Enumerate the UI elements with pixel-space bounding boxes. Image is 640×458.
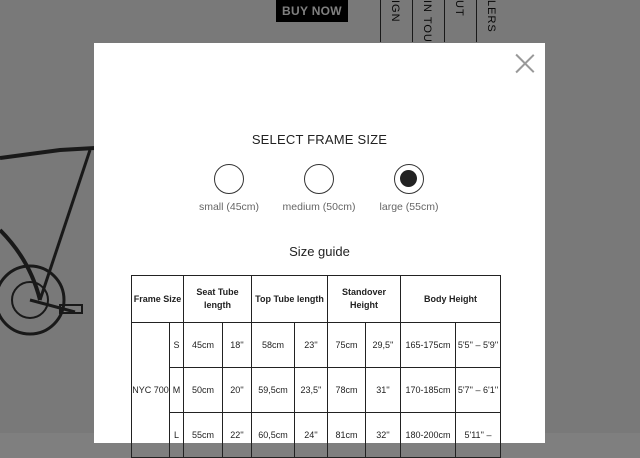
- stand-cm-cell: 75cm: [328, 323, 366, 368]
- table-row: [132, 368, 501, 413]
- body-ft-cell: 5'11'' –: [456, 413, 501, 458]
- close-icon[interactable]: [515, 53, 535, 73]
- header-standover: Standover Height: [328, 276, 401, 323]
- size-cell: M: [170, 368, 184, 413]
- seat-in-cell: 18'': [223, 323, 252, 368]
- radio-medium[interactable]: [304, 164, 334, 194]
- table-row: [132, 323, 501, 368]
- option-medium[interactable]: [269, 164, 369, 213]
- frame-size-modal: [94, 43, 545, 443]
- modal-title: SELECT FRAME SIZE: [251, 132, 388, 147]
- radio-small[interactable]: [214, 164, 244, 194]
- stand-in-cell: 31'': [366, 368, 401, 413]
- top-in-cell: 24'': [295, 413, 328, 458]
- option-label-large: large (55cm): [379, 201, 439, 213]
- body-ft-cell: 5'5'' – 5'9'': [456, 323, 501, 368]
- stand-in-cell: 29,5'': [366, 323, 401, 368]
- body-cm-cell: 180-200cm: [401, 413, 456, 458]
- top-cm-cell: 59,5cm: [252, 368, 295, 413]
- table-header-row: [132, 276, 501, 323]
- radio-large[interactable]: [394, 164, 424, 194]
- size-cell: L: [170, 413, 184, 458]
- table-row: [132, 413, 501, 458]
- body-cm-cell: 165-175cm: [401, 323, 456, 368]
- seat-in-cell: 20'': [223, 368, 252, 413]
- option-small[interactable]: [179, 164, 279, 213]
- stand-cm-cell: 78cm: [328, 368, 366, 413]
- top-cm-cell: 58cm: [252, 323, 295, 368]
- header-seat-tube: Seat Tube length: [184, 276, 252, 323]
- stand-cm-cell: 81cm: [328, 413, 366, 458]
- size-guide-title: Size guide: [289, 244, 350, 259]
- header-frame-size: Frame Size: [132, 276, 184, 323]
- seat-cm-cell: 50cm: [184, 368, 223, 413]
- option-label-medium: medium (50cm): [282, 201, 356, 213]
- body-cm-cell: 170-185cm: [401, 368, 456, 413]
- body-ft-cell: 5'7'' – 6'1'': [456, 368, 501, 413]
- stand-in-cell: 32'': [366, 413, 401, 458]
- top-cm-cell: 60,5cm: [252, 413, 295, 458]
- seat-in-cell: 22'': [223, 413, 252, 458]
- top-in-cell: 23'': [295, 323, 328, 368]
- size-guide-table: [131, 275, 501, 458]
- seat-cm-cell: 55cm: [184, 413, 223, 458]
- header-top-tube: Top Tube length: [252, 276, 328, 323]
- top-in-cell: 23,5'': [295, 368, 328, 413]
- seat-cm-cell: 45cm: [184, 323, 223, 368]
- option-large[interactable]: [359, 164, 459, 213]
- header-body-height: Body Height: [401, 276, 501, 323]
- option-label-small: small (45cm): [198, 201, 260, 213]
- size-cell: S: [170, 323, 184, 368]
- model-cell: NYC 700: [132, 323, 170, 458]
